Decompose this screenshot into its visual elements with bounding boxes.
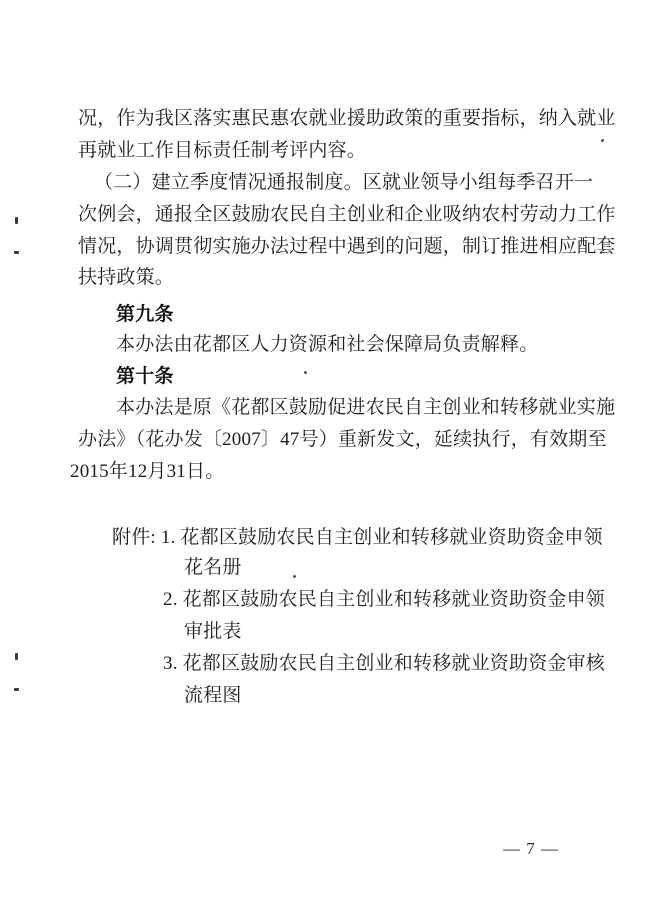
body-line: 扶持政策。 xyxy=(78,267,175,288)
scan-speck xyxy=(293,575,296,578)
attachment-line-3: 3. 花都区鼓励农民自主创业和转移就业资助资金审核 xyxy=(163,653,606,674)
attachment-line-2-continuation: 审批表 xyxy=(184,621,242,642)
body-line: 再就业工作目标责任制考评内容。 xyxy=(78,140,367,161)
body-line: 办法》（花办发〔2007〕47号）重新发文，延续执行，有效期至 xyxy=(78,429,607,450)
page-number: — 7 — xyxy=(503,839,559,858)
scan-speck xyxy=(15,217,18,224)
body-line: 本办法由花都区人力资源和社会保障局负责解释。 xyxy=(116,334,539,355)
scan-speck xyxy=(15,653,18,660)
body-line: 况，作为我区落实惠民惠农就业援助政策的重要指标，纳入就业 xyxy=(78,108,616,129)
scan-speck xyxy=(14,251,19,254)
scan-speck xyxy=(601,139,604,142)
body-line: 情况，协调贯彻实施办法过程中遇到的问题，制订推进相应配套 xyxy=(78,236,616,257)
scan-speck xyxy=(14,688,19,691)
article-10-heading: 第十条 xyxy=(116,366,174,387)
attachment-line-1: 附件: 1. 花都区鼓励农民自主创业和转移就业资助资金申领 xyxy=(112,527,603,548)
body-line: （二）建立季度情况通报制度。区就业领导小组每季召开一 xyxy=(94,172,594,193)
attachment-line-1-continuation: 花名册 xyxy=(184,557,242,578)
body-line: 本办法是原《花都区鼓励促进农民自主创业和转移就业实施 xyxy=(116,397,616,418)
scan-speck xyxy=(304,371,307,374)
attachment-line-2: 2. 花都区鼓励农民自主创业和转移就业资助资金申领 xyxy=(163,589,606,610)
body-line: 次例会，通报全区鼓励农民自主创业和企业吸纳农村劳动力工作 xyxy=(78,204,616,225)
article-9-heading: 第九条 xyxy=(116,304,174,325)
attachment-line-3-continuation: 流程图 xyxy=(184,685,242,706)
body-line: 2015年12月31日。 xyxy=(70,461,225,482)
